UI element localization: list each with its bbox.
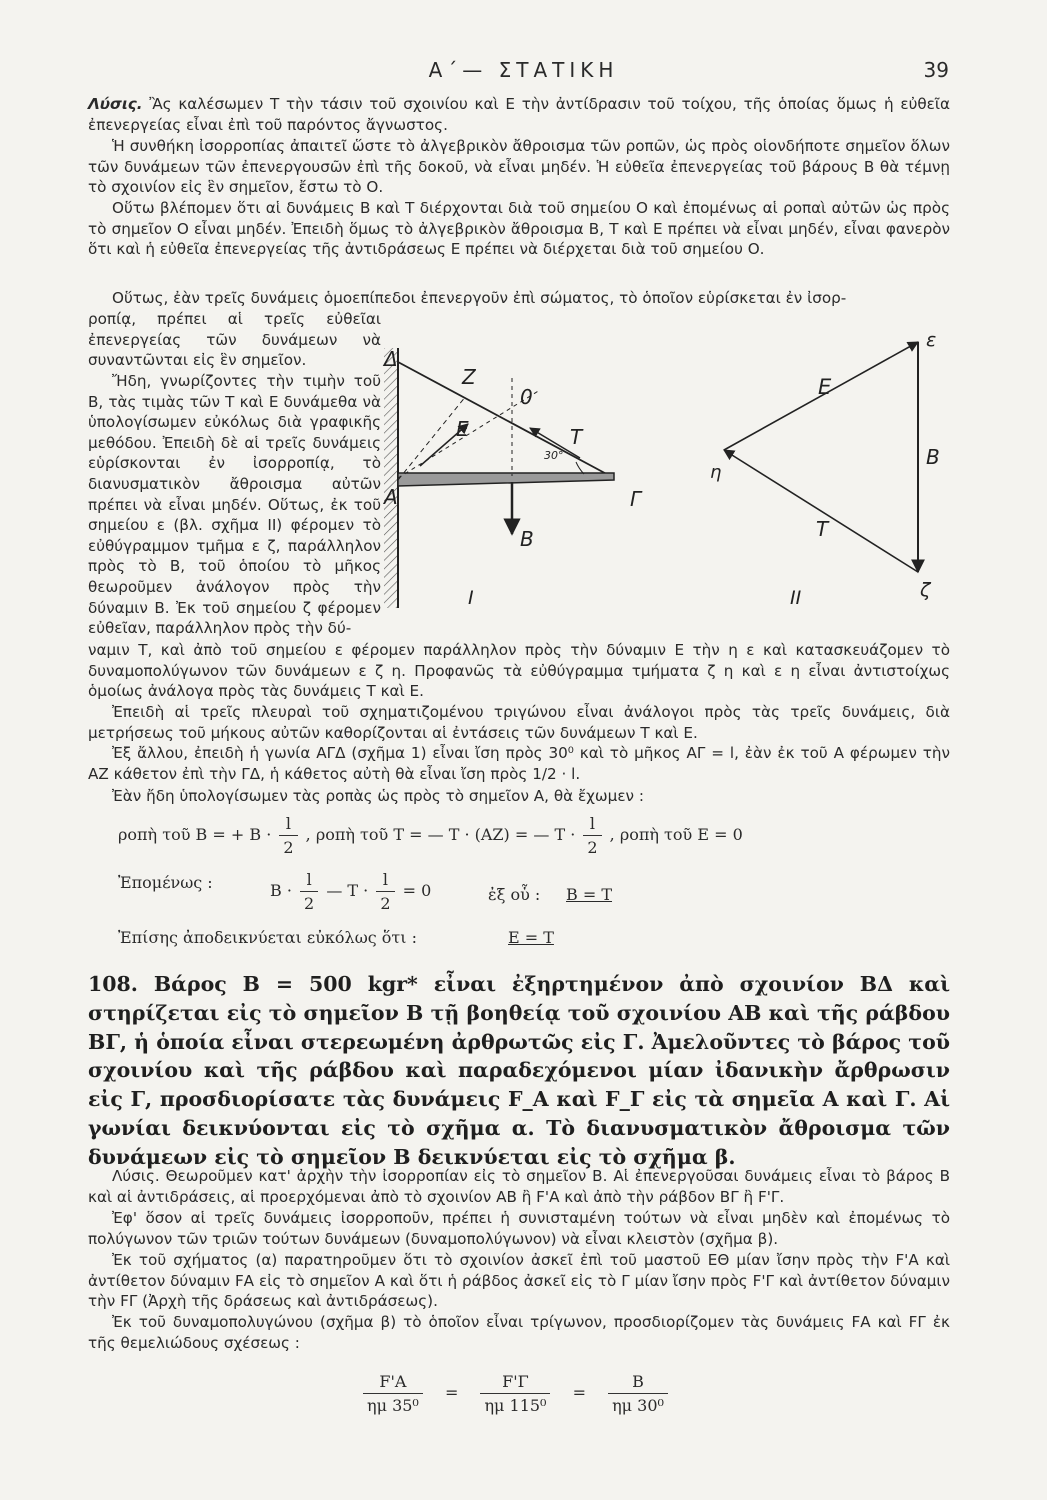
solution-paragraph-1 xyxy=(88,94,950,135)
equation-whence: ἐξ οὗ : xyxy=(488,885,541,904)
solution-paragraph-8: Ἐὰν ἤδη ὑπολογίσωμεν τὰς ροπὰς ὡς πρὸς τὸ σημεῖον Α, θὰ ἔχωμεν : xyxy=(112,787,644,805)
figure-2-caption: II xyxy=(790,587,802,609)
label-epsilon: ε xyxy=(926,329,937,351)
fraction-l-over-2: $\frac{l}{2}$ xyxy=(279,814,297,857)
eq-zero: = 0 xyxy=(402,881,432,900)
label-delta: Δ xyxy=(384,347,398,371)
angle-arc xyxy=(576,462,584,474)
equation-moments xyxy=(118,814,743,857)
equation-sine-law xyxy=(360,1372,671,1415)
fraction-l-over-2: $\frac{l}{2}$ xyxy=(300,870,318,913)
label-eta: η xyxy=(710,462,722,483)
eq-t-term: — Τ · xyxy=(326,881,369,900)
solution-label: Λύσις. xyxy=(88,95,143,113)
beam xyxy=(398,473,614,486)
label-z: Z xyxy=(462,365,476,389)
equation-balance xyxy=(270,870,431,913)
figure-1-caption: I xyxy=(468,587,474,609)
reaction-line-dashed xyxy=(398,390,540,478)
solution-108-paragraph-2: Ἐφ' ὅσον αἱ τρεῖς δυνάμεις ἰσορροποῦν, πρέπει ἡ συνισταμένη τούτων νὰ εἶναι μηδὲν καὶ ἐπομένως τὸ πολύγωνον τῶν τριῶν τούτων δυνάμεων (δυναμοπολύγωνον) νὰ εἶναι κλειστὸν (σχῆμα β). xyxy=(88,1209,950,1248)
label-o: 0 xyxy=(520,385,533,409)
problem-108 xyxy=(88,970,950,1172)
equation-also-label: Ἐπίσης ἀποδεικνύεται εὐκόλως ὅτι : xyxy=(118,928,418,947)
eq-b-term: Β · xyxy=(270,881,292,900)
running-header: Α΄— ΣΤΑΤΙΚΗ xyxy=(428,58,619,82)
solution-paragraph-4-column: ροπίᾳ, πρέπει αἱ τρεῖς εὐθεῖαι ἐπενεργείας τῶν δυνάμεων νὰ συναντῶνται εἰς ἓν σημεῖον. xyxy=(88,310,381,370)
problem-number: 108. xyxy=(88,972,138,996)
result-b-equals-t: Β = Τ xyxy=(566,885,613,904)
label-alpha: Α xyxy=(384,485,398,509)
label-e-vector: E xyxy=(818,375,832,399)
solution-108-paragraph-1: Λύσις. Θεωροῦμεν κατ' ἀρχὴν τὴν ἰσορροπίαν εἰς τὸ σημεῖον Β. Αἱ ἐπενεργοῦσαι δυνάμεις εἶναι τὸ βάρος Β καὶ αἱ ἀντιδράσεις, αἱ προερχόμεναι ἀπὸ τὸ σχοινίον ΑΒ ἢ F'Α καὶ ἀπὸ τὴν ράβδον ΒΓ ἢ F'Γ. xyxy=(88,1167,950,1206)
equals-sign: = xyxy=(572,1383,586,1402)
result-e-equals-t: Ε = Τ xyxy=(508,928,554,947)
equals-sign: = xyxy=(444,1383,459,1402)
fraction-b: $\frac{B}{\text{ημ 30⁰}}$ xyxy=(608,1372,668,1415)
page-number: 39 xyxy=(923,58,949,82)
eq-moment-b: ροπὴ τοῦ Β = + Β · xyxy=(118,825,272,844)
eq-moment-e: , ροπὴ τοῦ Ε = 0 xyxy=(609,825,743,844)
label-b: B xyxy=(520,527,534,551)
wall-hatching xyxy=(384,348,398,608)
solution-paragraph-7: Ἐξ ἄλλου, ἐπειδὴ ἡ γωνία ΑΓΔ (σχῆμα 1) εἶναι ἴση πρὸς 30⁰ καὶ τὸ μῆκος ΑΓ = l, ἐὰν ἐκ τοῦ Α φέρωμεν τὴν ΑΖ κάθετον ἐπὶ τὴν ΓΔ, ἡ κάθετος αὐτὴ θὰ εἶναι ἴση πρὸς 1/2 · l. xyxy=(88,744,950,783)
solution-text: Ἂς καλέσωμεν Τ τὴν τάσιν τοῦ σχοινίου καὶ Ε τὴν ἀντίδρασιν τοῦ τοίχου, τῆς ὁποίας ὅμως ἡ εὐθεῖα ἐπενεργείας εἶναι ἐπὶ τοῦ παρόντος ἄγνωστος. xyxy=(88,95,951,134)
eq-moment-t: , ροπὴ τοῦ Τ = — Τ · (ΑΖ) = — Τ · xyxy=(305,825,576,844)
fraction-fg: $\frac{F'\Gamma}{\text{ημ 115⁰}}$ xyxy=(480,1372,550,1415)
label-b-vector: B xyxy=(926,445,940,469)
solution-paragraph-5-column: Ἤδη, γνωρίζοντες τὴν τιμὴν τοῦ Β, τὰς τιμὰς τῶν Τ καὶ Ε δυνάμεθα νὰ ὑπολογίσωμεν εὐκόλως διὰ γραφικῆς μεθόδου. Ἐπειδὴ δὲ αἱ τρεῖς δυνάμεις εὑρίσκονται ἐν ἰσορροπίᾳ, τὸ διανυσματικὸν ἄθροισμα αὐτῶν πρέπει νὰ εἶναι μηδέν. Οὕτως, ἐκ τοῦ σημείου ε (βλ. σχῆμα ΙΙ) φέρομεν τὸ εὐθύγραμμον τμῆμα ε ζ, παράλληλον πρὸς τὸ Β, τοῦ ὁποίου τὸ μῆκος θεωροῦμεν ἀνάλογον πρὸς τὴν δύναμιν Β. Ἐκ τοῦ σημείου ζ φέρομεν εὐθεῖαν, παράλληλον πρὸς τὴν δύ- xyxy=(88,372,381,638)
solution-108-paragraph-4: Ἐκ τοῦ δυναμοπολυγώνου (σχῆμα β) τὸ ὁποῖον εἶναι τρίγωνον, προσδιορίζομεν τὰς δυνάμεις FΑ καὶ FΓ ἐκ τῆς θεμελιώδους σχέσεως : xyxy=(88,1313,950,1352)
solution-paragraph-3: Οὕτω βλέπομεν ὅτι αἱ δυνάμεις Β καὶ Τ διέρχονται διὰ τοῦ σημείου Ο καὶ ἐπομένως αἱ ροπαὶ αὐτῶν ὡς πρὸς τὸ σημεῖον Ο εἶναι μηδέν. Ἐπειδὴ ὅμως τὸ ἀλγεβρικὸν ἄθροισμα Β, Τ καὶ Ε πρέπει νὰ εἶναι μηδέν, εἶναι φανερὸν ὅτι καὶ ἡ εὐθεῖα ἐπενεργείας τῆς ἀντιδράσεως Ε πρέπει νὰ διέρχεται διὰ τοῦ σημείου Ο. xyxy=(88,199,950,259)
equation-therefore-label: Ἐπομένως : xyxy=(118,873,213,892)
solution-paragraph-4-line: Οὕτως, ἐὰν τρεῖς δυνάμεις ὁμοεπίπεδοι ἐπενεργοῦν ἐπὶ σώματος, τὸ ὁποῖον εὑρίσκεται ἐν ἰσορ- xyxy=(112,289,847,307)
solution-108-paragraph-3: Ἐκ τοῦ σχήματος (α) παρατηροῦμεν ὅτι τὸ σχοινίον ἀσκεῖ ἐπὶ τοῦ μαστοῦ ΕΘ μίαν ἴσην πρὸς τὴν F'Α καὶ ἀντίθετον δύναμιν FΑ εἰς τὸ σημεῖον Α καὶ ὅτι ἡ ράβδος ἀσκεῖ εἰς τὸ Γ μίαν ἴσην πρὸς F'Γ καὶ ἀντίθετον δύναμιν τὴν FΓ (Ἀρχὴ τῆς δράσεως καὶ ἀντιδράσεως). xyxy=(88,1251,950,1311)
solution-paragraph-6: Ἐπειδὴ αἱ τρεῖς πλευραὶ τοῦ σχηματιζομένου τριγώνου εἶναι ἀνάλογοι πρὸς τὰς τρεῖς δυνάμεις, διὰ μετρήσεως τοῦ μήκους αὐτῶν καθορίζονται αἱ ἐντάσεις τῶν δυνάμεων Τ καὶ Ε. xyxy=(88,703,950,742)
fraction-fa: $\frac{F'A}{\text{ημ 35⁰}}$ xyxy=(363,1372,423,1415)
label-angle: 30° xyxy=(544,449,564,462)
solution-paragraph-5-rest: ναμιν Τ, καὶ ἀπὸ τοῦ σημείου ε φέρομεν παράλληλον πρὸς τὴν δύναμιν Ε τὴν η ε καὶ κατασκευάζομεν τὸ δυναμοπολύγωνον τῶν δυνάμεων ε ζ η. Προφανῶς τὰ εὐθύγραμμα τμήματα ζ η καὶ ε η εἶναι ἀντιστοίχως ὁμοίως ἀνάλογα πρὸς τὰς δυνάμεις Τ καὶ Ε. xyxy=(88,641,950,701)
label-zeta: ζ xyxy=(920,579,931,601)
label-t-vector: T xyxy=(816,517,829,541)
label-t: T xyxy=(570,425,583,449)
rope-line xyxy=(398,362,614,478)
fraction-l-over-2: $\frac{l}{2}$ xyxy=(376,870,394,913)
label-e: E xyxy=(456,417,469,441)
problem-text: Βάρος Β = 500 kgr* εἶναι ἐξηρτημένον ἀπὸ σχοινίον ΒΔ καὶ στηρίζεται εἰς τὸ σημεῖον Β τῇ βοηθείᾳ τοῦ σχοινίου ΑΒ καὶ τῆς ράβδου ΒΓ, ἡ ὁποία εἶναι στερεωμένη ἀρθρωτῶς εἰς Γ. Ἀμελοῦντες τὸ βάρος τοῦ σχοινίου καὶ τῆς ράβδου καὶ παραδεχόμενοι μίαν ἰδανικὴν ἄρθρωσιν εἰς Γ, προσδιορίσατε τὰς δυνάμεις F_Α καὶ F_Γ εἰς τὰ σημεῖα Α καὶ Γ. Αἱ γωνίαι δεικνύονται εἰς τὸ σχῆμα α. Τὸ διανυσματικὸν ἄθροισμα τῶν δυνάμεων εἰς τὸ σημεῖον Β δεικνύεται εἰς τὸ σχῆμα β. xyxy=(88,972,950,1169)
vector-t xyxy=(724,450,918,572)
statics-figure xyxy=(380,318,960,618)
label-gamma: Γ xyxy=(630,487,642,511)
solution-paragraph-2: Ἡ συνθήκη ἰσορροπίας ἀπαιτεῖ ὥστε τὸ ἀλγεβρικὸν ἄθροισμα τῶν ροπῶν, ὡς πρὸς οἱονδήποτε σημεῖον ὅλων τῶν δυνάμεων τῶν ἐπενεργουσῶν ἐπὶ τῆς δοκοῦ, νὰ εἶναι μηδέν. Ἡ εὐθεῖα ἐπενεργείας τοῦ βάρους Β θὰ τέμνῃ τὸ σχοινίον εἰς ἓν σημεῖον, ἔστω τὸ Ο. xyxy=(88,137,950,197)
fraction-l-over-2: $\frac{l}{2}$ xyxy=(583,814,601,857)
figure-2 xyxy=(710,329,940,609)
figure-1 xyxy=(382,347,643,609)
